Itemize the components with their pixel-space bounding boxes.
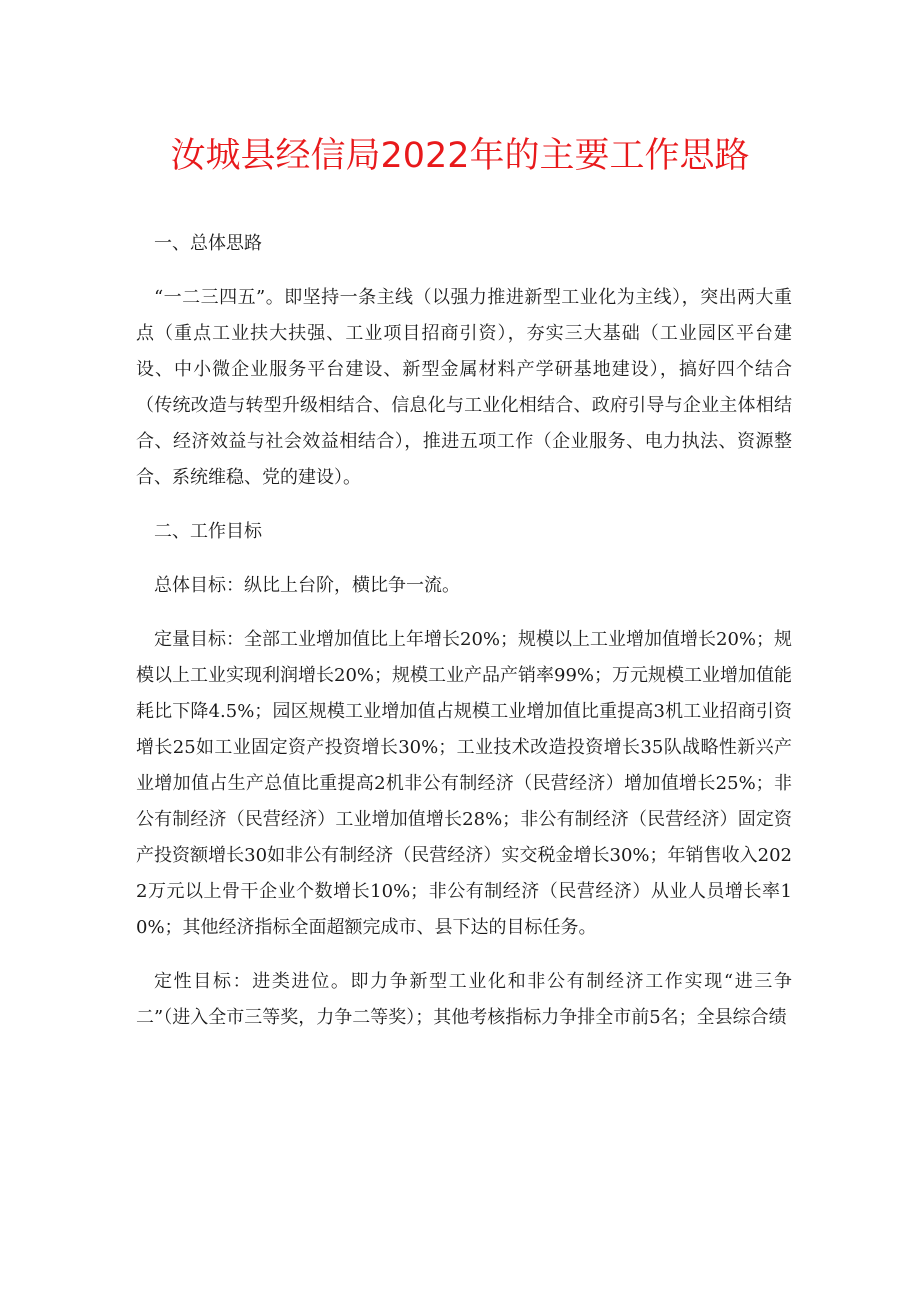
section-heading-overall-approach: 一、总体思路	[154, 233, 262, 254]
paragraph-quantitative-goals: 定量目标：全部工业增加值比上年增长20%；规模以上工业增加值增长20%；规模以上工业实现利润增长20%；规模工业产品产销率99%；万元规模工业增加值能耗比下降4.5%；园区规模工业增加值占规模工业增加值比重提高3机工业招商引资增长25如工业固定资产投资增长30%；工业技术改造投资增长35队战略性新兴产业增加值占生产总值比重提高2机非公有制经济（民营经济）增加值增长25%；非公有制经济（民营经济）工业增加值增长28%；非公有制经济（民营经济）固定资产投资额增长30如非公有制经济（民营经济）实交税金增长30%；年销售收入2022万元以上骨干企业个数增长10%；非公有制经济（民营经济）从业人员增长率10%；其他经济指标全面超额完成市、县下达的目标任务。	[136, 629, 793, 938]
section-heading-work-goals: 二、工作目标	[154, 521, 262, 542]
document-title: 汝城县经信局2022年的主要工作思路	[170, 136, 750, 176]
document-body	[136, 226, 792, 1054]
paragraph-overall-goal: 总体目标：纵比上台阶，横比争一流。	[154, 575, 460, 596]
paragraph-overall-approach: “一二三四五”。即坚持一条主线（以强力推进新型工业化为主线），突出两大重点（重点工业扶大扶强、工业项目招商引资），夯实三大基础（工业园区平台建设、中小微企业服务平台建设、新型金属材料产学研基地建设），搞好四个结合（传统改造与转型升级相结合、信息化与工业化相结合、政府引导与企业主体相结合、经济效益与社会效益相结合），推进五项工作（企业服务、电力执法、资源整合、系统维稳、党的建设）。	[136, 287, 792, 488]
paragraph-qualitative-goals: 定性目标：进类进位。即力争新型工业化和非公有制经济工作实现“进三争二”（进入全市三等奖，力争二等奖）；其他考核指标力争排全市前5名；全县综合绩	[136, 971, 792, 1028]
